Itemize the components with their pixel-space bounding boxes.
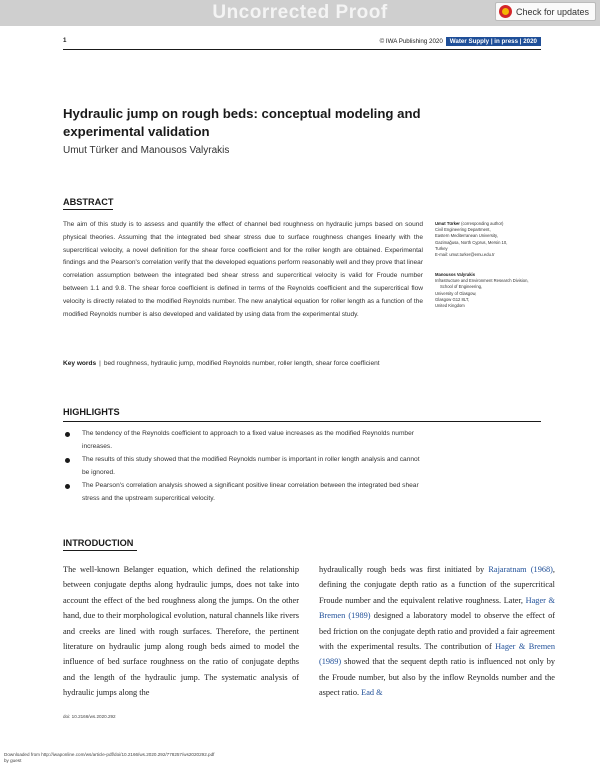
highlight-item <box>63 454 423 479</box>
proof-banner <box>0 0 600 26</box>
keywords-label: Key words <box>63 360 97 367</box>
intro-text: hydraulically rough beds was first initiated by <box>319 565 489 574</box>
affiliation-line: Turkey <box>435 245 448 251</box>
affiliation-line: University of Glasgow, <box>435 290 477 296</box>
download-url: Downloaded from http://iwaponline.com/ws/article-pdf/doi/10.2166/ws.2020.292/778257/ws2020292.pdf <box>4 752 215 757</box>
intro-text: , defining the conjugate depth ratio as a function of the supercritical Froude number and the equivalent relative roughness. Later, <box>319 565 555 605</box>
affiliation-2 <box>435 272 545 309</box>
highlights-heading: HIGHLIGHTS <box>63 407 120 417</box>
keywords-list: bed roughness, hydraulic jump, modified Reynolds number, roller length, shear force coefficient <box>103 360 380 367</box>
intro-text: designed a laboratory model to observe the effect of bed friction on the conjugate depth ratio and provided a fair agreement with the experimental results. The contribution of <box>319 611 555 652</box>
journal-badge <box>446 37 541 46</box>
doi: doi: 10.2166/ws.2020.292 <box>63 714 116 719</box>
intro-text: showed that the sequent depth ratio is influenced not only by the Froude number, but also by the inflow Reynolds number and the aspect ratio. <box>319 657 555 698</box>
highlight-text: The results of this study showed that the modified Reynolds number is important in roller length analysis and cannot be ignored. <box>82 456 420 476</box>
citation-link[interactable]: Ead & <box>361 688 383 698</box>
highlight-text: The tendency of the Reynolds coefficient to approach to a fixed value increases as the modified Reynolds number increases. <box>82 430 414 450</box>
introduction-rule <box>63 550 137 551</box>
copyright: © IWA Publishing 2020 <box>379 38 443 45</box>
affiliation-email: E-mail: umut.turker@emu.edu.tr <box>435 252 495 258</box>
highlights-rule <box>63 421 541 422</box>
download-guest: by guest <box>4 758 22 763</box>
affiliation-line: Glasgow G12 8LT, <box>435 296 470 302</box>
affiliation-name: Manousos Valyrakis <box>435 272 476 277</box>
bullet-icon <box>65 432 70 437</box>
affiliation-line: School of Engineering, <box>440 284 483 290</box>
highlights-list <box>63 428 423 507</box>
bullet-icon <box>65 484 70 489</box>
article-authors: Umut Türker and Manousos Valyrakis <box>63 145 230 156</box>
abstract-heading: ABSTRACT <box>63 197 114 207</box>
journal-year: 2020 <box>523 38 537 45</box>
article-title: Hydraulic jump on rough beds: conceptual modeling and experimental validation <box>63 106 421 139</box>
check-for-updates-label: Check for updates <box>515 6 589 17</box>
keywords-separator: | <box>99 360 101 367</box>
highlight-item <box>63 428 423 453</box>
journal-status: in press <box>494 38 519 45</box>
bullet-icon <box>65 458 70 463</box>
affiliation-line: Civil Engineering Department, <box>435 227 491 233</box>
abstract-text: The aim of this study is to assess and quantify the effect of channel bed roughness on hydraulic jumps based on sound physical theories. Assuming that the integrated bed shear stress due to surface roughness changes linearly with the supercritical velocity, a novel definition for the shear force coefficient and for the roller length are obtained. Experimental findings and the Pearson's correlation verify that the developed equations perform reasonably well and they prove that linear correlation assumption between the integrated bed shear stress and supercritical velocity is valid for Froude number between 1.1 and 9.8. The shear force coefficient is defined in terms of the Reynolds coefficient and the supercritical flow velocity is directly related to the modified Reynolds number. The new analytical equation for roller length as a function of the modified Reynolds number is also developed and validated by using data from the experimental study. <box>63 221 423 318</box>
affiliation-line: United Kingdom <box>435 303 465 309</box>
check-for-updates-button[interactable] <box>495 2 596 21</box>
banner-title: Uncorrected Proof <box>212 2 388 23</box>
highlight-text: The Pearson's correlation analysis showed a significant positive linear correlation between the integrated bed shear stress and the upstream supercritical velocity. <box>82 482 419 502</box>
affiliation-line: Eastern Mediterranean University, <box>435 233 498 239</box>
affiliation-role: (corresponding author) <box>459 221 504 226</box>
download-note <box>4 752 214 764</box>
highlight-item <box>63 480 423 505</box>
crossmark-icon <box>499 5 512 18</box>
intro-column-right <box>319 562 555 701</box>
journal-separator: | <box>490 38 493 45</box>
citation-link[interactable]: Hager & Bremen (1989) <box>319 595 556 621</box>
journal-name: Water Supply <box>449 38 490 45</box>
affiliation-name: Umut Türker <box>435 221 460 226</box>
intro-column-left: The well-known Belanger equation, which defined the relationship between conjugate depths along hydraulic jumps, does not take into account the effect of the bed roughness along the jumps. On the other hand, due to their morphological evolution, natural channels like rivers and creeks are lined with rough surfaces. Therefore, the pertinent literature on hydraulic jump along rough beds aimed to model the influence of bed surface roughness on the ratio of conjugate depths and the length of the hydraulic jump. The systematic analysis of hydraulic jumps along the <box>63 565 299 698</box>
affiliation-line: Gazimağusa, North Cyprus, Mersin 10, <box>435 239 508 245</box>
citation-link[interactable]: Hager & Bremen (1989) <box>319 642 555 667</box>
running-header <box>63 37 541 49</box>
journal-separator: | <box>519 38 522 45</box>
header-rule <box>63 49 541 50</box>
affiliation-line: Infrastructure and Environment Research Division, <box>435 278 529 284</box>
keywords <box>63 358 423 370</box>
abstract-rule <box>63 209 113 210</box>
introduction-heading: INTRODUCTION <box>63 538 134 548</box>
citation-link[interactable]: Rajaratnam (1968) <box>488 565 553 574</box>
journal-info <box>380 37 541 46</box>
page-number: 1 <box>63 37 67 44</box>
affiliation-1 <box>435 221 545 258</box>
